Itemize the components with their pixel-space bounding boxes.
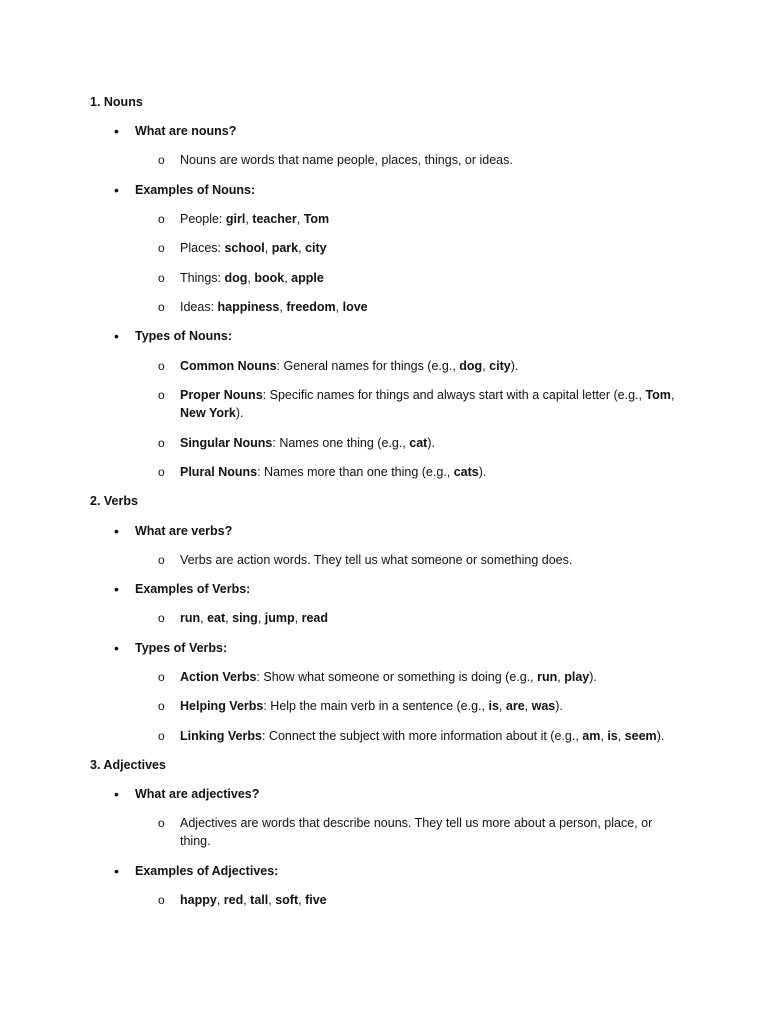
list-item: Ideas: happiness, freedom, love	[180, 300, 368, 314]
bold-term: Helping Verbs	[180, 699, 264, 713]
list-item: Action Verbs: Show what someone or something is doing (e.g., run, play).	[180, 670, 597, 684]
bold-term: five	[305, 893, 327, 907]
bold-term: was	[531, 699, 556, 713]
group-label: Types of Verbs:	[135, 641, 228, 655]
bullet-icon: •	[114, 182, 119, 198]
bold-term: apple	[291, 271, 324, 285]
sub-bullet-icon: o	[158, 699, 165, 713]
group-label: What are adjectives?	[135, 787, 260, 801]
sub-bullet-icon: o	[158, 359, 165, 373]
group-label: What are verbs?	[135, 524, 233, 538]
sub-bullet-icon: o	[158, 729, 165, 743]
bullet-icon: •	[114, 863, 119, 879]
sub-bullet-icon: o	[158, 670, 165, 684]
bold-term: cats	[453, 465, 479, 479]
bold-term: New York	[180, 406, 236, 420]
bullet-icon: •	[114, 786, 119, 802]
bold-term: Plural Nouns	[180, 465, 258, 479]
sub-bullet-icon: o	[158, 816, 165, 830]
list-item: Plural Nouns: Names more than one thing (e.g., cats).	[180, 465, 487, 479]
sub-bullet-icon: o	[158, 153, 165, 167]
section-heading: 3. Adjectives	[90, 758, 166, 772]
bold-term: seem	[624, 729, 657, 743]
bold-term: eat	[207, 611, 226, 625]
bold-term: book	[254, 271, 285, 285]
bullet-icon: •	[114, 581, 119, 597]
list-item: Things: dog, book, apple	[180, 271, 324, 285]
group-label: Examples of Adjectives:	[135, 864, 279, 878]
bold-term: freedom	[286, 300, 336, 314]
list-item: happy, red, tall, soft, five	[180, 893, 327, 907]
sub-bullet-icon: o	[158, 271, 165, 285]
bold-term: read	[301, 611, 328, 625]
bold-term: city	[489, 359, 511, 373]
list-item: Common Nouns: General names for things (e.g., dog, city).	[180, 359, 519, 373]
bold-term: Tom	[303, 212, 330, 226]
sub-bullet-icon: o	[158, 241, 165, 255]
list-item: Verbs are action words. They tell us what someone or something does.	[180, 553, 573, 567]
bold-term: are	[505, 699, 525, 713]
bullet-icon: •	[114, 123, 119, 139]
bold-term: Tom	[645, 388, 671, 402]
bold-term: Common Nouns	[180, 359, 277, 373]
section-heading: 2. Verbs	[90, 494, 138, 508]
bold-term: soft	[275, 893, 299, 907]
bold-term: love	[342, 300, 368, 314]
bold-term: girl	[225, 212, 246, 226]
bullet-icon: •	[114, 328, 119, 344]
group-label: Types of Nouns:	[135, 329, 232, 343]
bold-term: Linking Verbs	[180, 729, 262, 743]
list-item: People: girl, teacher, Tom	[180, 212, 330, 226]
list-item: Linking Verbs: Connect the subject with more information about it (e.g., am, is, seem).	[180, 729, 665, 743]
bold-term: am	[582, 729, 601, 743]
sub-bullet-icon: o	[158, 300, 165, 314]
group-label: What are nouns?	[135, 124, 237, 138]
bullet-icon: •	[114, 640, 119, 656]
sub-bullet-icon: o	[158, 611, 165, 625]
bold-term: Proper Nouns	[180, 388, 263, 402]
sub-bullet-icon: o	[158, 436, 165, 450]
bold-term: Action Verbs	[180, 670, 257, 684]
bold-term: red	[223, 893, 244, 907]
bold-term: Singular Nouns	[180, 436, 273, 450]
bold-term: jump	[264, 611, 295, 625]
bold-term: run	[537, 670, 558, 684]
bold-term: is	[488, 699, 499, 713]
list-item: Proper Nouns: Specific names for things and always start with a capital letter (e.g., Tom, New York).	[180, 388, 675, 420]
bold-term: city	[305, 241, 327, 255]
bold-term: park	[271, 241, 299, 255]
sub-bullet-icon: o	[158, 388, 165, 402]
bold-term: dog	[224, 271, 248, 285]
bold-term: teacher	[252, 212, 297, 226]
sub-bullet-icon: o	[158, 212, 165, 226]
list-item: Nouns are words that name people, places, things, or ideas.	[180, 153, 513, 167]
bold-term: cat	[409, 436, 428, 450]
bullet-icon: •	[114, 523, 119, 539]
bold-term: play	[564, 670, 590, 684]
bold-term: sing	[232, 611, 258, 625]
bold-term: is	[607, 729, 618, 743]
bold-term: run	[180, 611, 201, 625]
bold-term: tall	[250, 893, 269, 907]
group-label: Examples of Verbs:	[135, 582, 251, 596]
sub-bullet-icon: o	[158, 553, 165, 567]
section-heading: 1. Nouns	[90, 95, 143, 109]
list-item: Adjectives are words that describe nouns. They tell us more about a person, place, or thing.	[180, 816, 653, 848]
bold-term: happiness	[217, 300, 280, 314]
sub-bullet-icon: o	[158, 893, 165, 907]
group-label: Examples of Nouns:	[135, 183, 256, 197]
bold-term: school	[224, 241, 265, 255]
list-item: Singular Nouns: Names one thing (e.g., cat).	[180, 436, 435, 450]
list-item: Places: school, park, city	[180, 241, 327, 255]
bold-term: dog	[459, 359, 483, 373]
sub-bullet-icon: o	[158, 465, 165, 479]
list-item: Helping Verbs: Help the main verb in a sentence (e.g., is, are, was).	[180, 699, 563, 713]
list-item: run, eat, sing, jump, read	[180, 611, 328, 625]
bold-term: happy	[180, 893, 217, 907]
